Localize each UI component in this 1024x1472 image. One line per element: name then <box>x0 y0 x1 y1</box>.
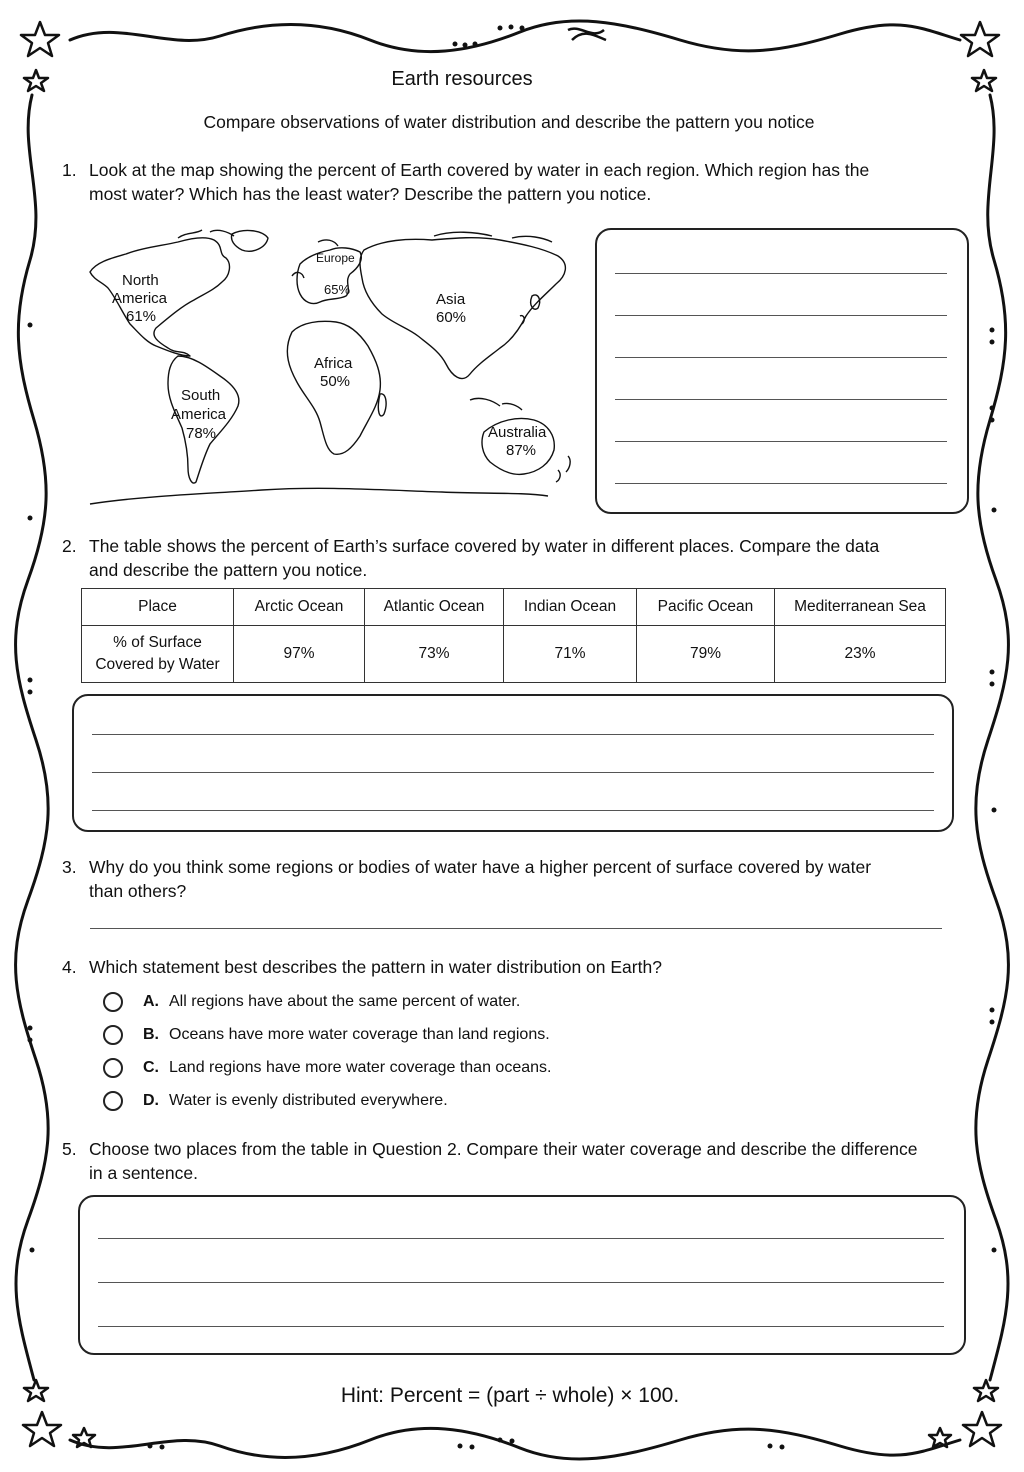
question-3 <box>62 855 902 903</box>
page-title: Earth resources <box>391 68 533 90</box>
answer-box-q2[interactable] <box>72 694 954 832</box>
writing-line <box>92 810 934 811</box>
writing-line <box>615 483 947 484</box>
writing-line <box>92 772 934 773</box>
question-number: 2. <box>62 536 77 556</box>
map-value-australia: 87% <box>506 442 537 459</box>
table-cell: 79% <box>637 626 775 683</box>
question-1 <box>62 158 892 206</box>
map-value-asia: 60% <box>436 309 467 326</box>
option-letter: B. <box>143 1026 159 1043</box>
option-text: Oceans have more water coverage than land regions. <box>169 1026 550 1043</box>
map-label-north-america: North <box>122 272 159 289</box>
writing-line <box>98 1282 944 1283</box>
writing-line <box>615 273 947 274</box>
question-number: 3. <box>62 857 77 877</box>
question-number: 1. <box>62 160 77 180</box>
page-subtitle: Compare observations of water distribution and describe the pattern you notice <box>203 112 815 132</box>
option-text: Water is evenly distributed everywhere. <box>169 1092 448 1109</box>
writing-line <box>615 441 947 442</box>
writing-line <box>615 399 947 400</box>
option-letter: C. <box>143 1059 159 1076</box>
water-coverage-table <box>81 588 946 683</box>
map-label-europe: Europe <box>316 251 355 265</box>
map-value-south-america: 78% <box>186 425 217 442</box>
table-cell: 97% <box>234 626 365 683</box>
option-letter: D. <box>143 1092 159 1109</box>
map-label-south-america: South <box>181 387 221 404</box>
answer-box-q5[interactable] <box>78 1195 966 1355</box>
question-5 <box>62 1137 922 1185</box>
table-header-cell: Indian Ocean <box>504 589 637 626</box>
table-cell: 23% <box>775 626 946 683</box>
row-label-line-2: Covered by Water <box>95 656 220 673</box>
writing-line <box>92 734 934 735</box>
table-header-cell: Mediterranean Sea <box>775 589 946 626</box>
option-text: All regions have about the same percent of water. <box>169 993 521 1010</box>
writing-line <box>615 357 947 358</box>
question-number: 4. <box>62 957 77 977</box>
question-text: Look at the map showing the percent of Earth covered by water in each region. Which region has the most water? Which has the least water? Describe the pattern you notice. <box>89 160 870 204</box>
antarctica-outline <box>90 488 548 504</box>
map-label-asia: Asia <box>436 291 466 308</box>
answer-box-q1[interactable] <box>595 228 969 514</box>
world-map <box>82 224 588 510</box>
writing-line <box>98 1238 944 1239</box>
table-header-place: Place <box>82 589 234 626</box>
map-label-australia: Australia <box>488 424 547 441</box>
writing-line <box>615 315 947 316</box>
map-value-africa: 50% <box>320 373 351 390</box>
map-value-europe: 65% <box>324 282 351 297</box>
table-header-cell: Pacific Ocean <box>637 589 775 626</box>
question-text: Why do you think some regions or bodies of water have a higher percent of surface covered by water than others? <box>89 857 872 901</box>
map-label-south-america-2: America <box>171 406 227 423</box>
question-number: 5. <box>62 1139 77 1159</box>
map-label-africa: Africa <box>314 355 353 372</box>
table-cell: 73% <box>365 626 504 683</box>
radio-circle[interactable] <box>103 1091 123 1111</box>
radio-circle[interactable] <box>103 992 123 1012</box>
question-2 <box>62 534 892 582</box>
question-text: Which statement best describes the pattern in water distribution on Earth? <box>89 957 662 977</box>
table-header-cell: Atlantic Ocean <box>365 589 504 626</box>
table-header-cell: Arctic Ocean <box>234 589 365 626</box>
radio-circle[interactable] <box>103 1058 123 1078</box>
map-value-north-america: 61% <box>126 308 157 325</box>
option-text: Land regions have more water coverage than oceans. <box>169 1059 552 1076</box>
table-row-label <box>82 626 234 683</box>
table-cell: 71% <box>504 626 637 683</box>
greenland-outline <box>231 231 268 252</box>
writing-line <box>98 1326 944 1327</box>
radio-circle[interactable] <box>103 1025 123 1045</box>
question-4 <box>62 955 902 979</box>
answer-line-q3[interactable] <box>90 928 942 929</box>
hint-text: Hint: Percent = (part ÷ whole) × 100. <box>340 1384 680 1407</box>
question-text: The table shows the percent of Earth’s surface covered by water in different places. Compare the data and describe the pattern you notice. <box>89 536 880 580</box>
question-text: Choose two places from the table in Question 2. Compare their water coverage and describe the difference in a sentence. <box>89 1139 918 1183</box>
row-label-line-1: % of Surface <box>113 634 202 651</box>
map-label-north-america-2: America <box>112 290 168 307</box>
option-letter: A. <box>143 993 159 1010</box>
